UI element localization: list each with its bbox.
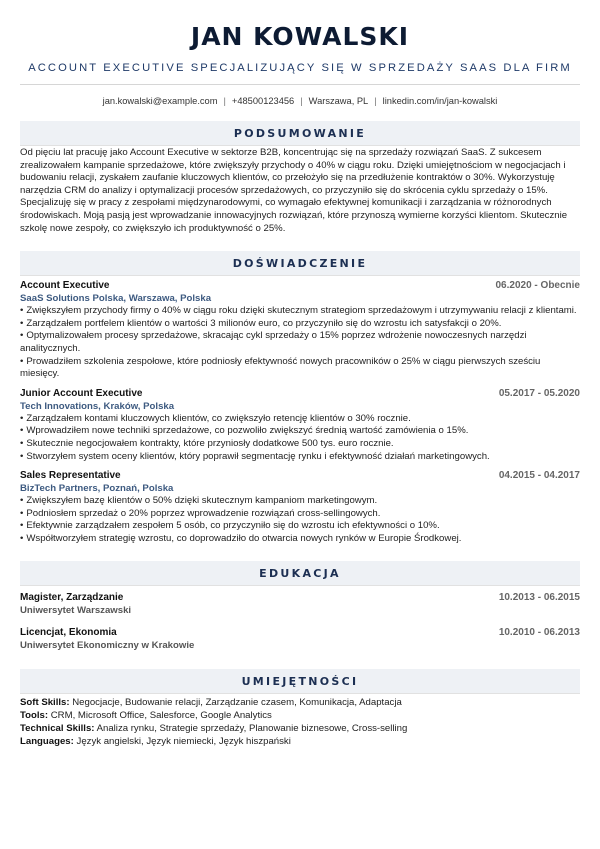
school-name: Uniwersytet Ekonomiczny w Krakowie [20,640,195,652]
school-name: Uniwersytet Warszawski [20,605,132,617]
list-item: • Stworzyłem system oceny klientów, który poprawił segmentację rynku i efektywność działań marketingowych. [20,451,580,464]
list-item: • Efektywnie zarządzałem zespołem 5 osób, co przyczyniło się do wzrostu ich efektywności o 10%. [20,520,580,533]
experience-entry [20,469,580,545]
skill-value: CRM, Microsoft Office, Salesforce, Google Analytics [50,710,272,722]
job-date: 06.2020 - Obecnie [495,280,580,292]
education-entry [20,626,580,652]
contact-separator: | [223,96,226,106]
job-date: 05.2017 - 05.2020 [498,387,580,399]
skill-row [20,722,580,735]
skill-value: Negocjacje, Budowanie relacji, Zarządzanie czasem, Komunikacja, Adaptacja [72,697,402,709]
skill-label: Languages: [20,736,74,748]
list-item: • Zwiększyłem przychody firmy o 40% w ciągu roku dzięki skutecznym strategiom sprzedażowym i utrzymywaniu relacji z klientami. [20,305,580,318]
job-bullets [20,413,580,463]
section-divider [20,585,580,586]
skill-row [20,735,580,748]
contact-line [20,95,580,107]
job-title: Junior Account Executive [20,387,143,399]
section-divider [20,275,580,276]
headline: ACCOUNT EXECUTIVE SPECJALIZUJĄCY SIĘ W SPRZEDAŻY SAAS DLA FIRM [28,62,572,74]
skill-value: Analiza rynku, Strategie sprzedaży, Planowanie biznesowe, Cross-selling [96,723,408,735]
header-divider [20,84,580,85]
contact-separator: | [300,96,303,106]
skill-row [20,709,580,722]
experience-entry [20,279,580,381]
list-item: • Zwiększyłem bazę klientów o 50% dzięki skutecznym kampaniom marketingowym. [20,495,580,508]
job-company: Tech Innovations, Kraków, Polska [20,400,175,412]
list-item: • Zarządzałem portfelem klientów o wartości 3 milionów euro, co przyczyniło się do wzrostu ich satysfakcji o 20%. [20,318,580,331]
job-date: 04.2015 - 04.2017 [498,470,580,482]
candidate-name: JAN KOWALSKI [190,22,410,51]
list-item: • Współtworzyłem strategię wzrostu, co doprowadziło do otwarcia nowych rynków w Europie Środkowej. [20,533,580,546]
contact-location: Warszawa, PL [308,96,369,106]
list-item: • Podniosłem sprzedaż o 20% poprzez wprowadzenie rozwiązań cross-sellingowych. [20,508,580,521]
skills-list [20,696,580,748]
job-title: Account Executive [20,280,110,292]
job-bullets [20,495,580,545]
section-divider [20,145,580,146]
job-company: BizTech Partners, Poznań, Polska [20,483,174,495]
contact-email: jan.kowalski@example.com [102,96,218,106]
section-title: PODSUMOWANIE [233,126,367,140]
skill-label: Soft Skills: [20,697,70,709]
job-title: Sales Representative [20,470,121,482]
list-item: • Wprowadziłem nowe techniki sprzedażowe, co pozwoliło zwiększyć średnią wartość zamówienia o 15%. [20,425,580,438]
experience-entry [20,387,580,463]
skill-value: Język angielski, Język niemiecki, Język hiszpański [76,736,291,748]
list-item: • Skutecznie negocjowałem kontrakty, które przyniosły dodatkowe 500 tys. euro rocznie. [20,438,580,451]
list-item: • Zarządzałem kontami kluczowych klientów, co zwiększyło retencję klientów o 30% rocznie. [20,413,580,426]
education-entry [20,591,580,617]
education-date: 10.2013 - 06.2015 [498,592,580,604]
education-date: 10.2010 - 06.2013 [498,627,580,639]
list-item: • Prowadziłem szkolenia zespołowe, które podniosły efektywność nowych pracowników o 25% w ciągu pierwszych sześciu miesięcy. [20,356,580,381]
section-header-summary [20,121,580,145]
section-header-experience [20,251,580,275]
skill-row [20,696,580,709]
list-item: • Optymalizowałem procesy sprzedażowe, skracając cykl sprzedaży o 15% poprzez wdrożenie nowoczesnych narzędzi analitycznych. [20,330,580,355]
contact-phone: +48500123456 [231,96,295,106]
section-title: DOŚWIADCZENIE [232,256,368,270]
degree-title: Licencjat, Ekonomia [20,627,117,639]
contact-linkedin: linkedin.com/in/jan-kowalski [382,96,498,106]
section-divider [20,693,580,694]
section-title: UMIEJĘTNOŚCI [241,674,359,688]
contact-separator: | [374,96,377,106]
skill-label: Tools: [20,710,49,722]
summary-text: Od pięciu lat pracuję jako Account Executive w sektorze B2B, koncentrując się na sprzedaży rozwiązań SaaS. Z sukcesem zrealizowałem kampanie sprzedażowe, które zwiększyły przychody o 40% w ciągu roku. Dzięki umiejętnościom w negocjacjach i budowaniu relacji, zyskałem zaufanie kluczowych klientów, co przełożyło się na przedłużenie kontraktów o 30%. Wykorzystuję narzędzia CRM do analizy i optymalizacji procesów sprzedażowych, co przyczyniło się do skrócenia cyklu sprzedaży o 15%. Specjalizuję się w pracy z zespołami międzynarodowymi, co wymagało efektywnej komunikacji i zarządzania w różnorodnych środowiskach. Moją pasją jest wprowadzanie innowacyjnych rozwiązań, które przynoszą wymierne korzyści klientom. Skutecznie szkolę nowe zespoły, co zwiększyło ich produktywność o 25%. [20,147,568,234]
job-company: SaaS Solutions Polska, Warszawa, Polska [20,293,212,305]
skill-label: Technical Skills: [20,723,95,735]
section-header-skills [20,669,580,693]
section-header-education [20,561,580,585]
section-title: EDUKACJA [259,566,341,580]
job-bullets [20,305,580,381]
degree-title: Magister, Zarządzanie [20,592,124,604]
